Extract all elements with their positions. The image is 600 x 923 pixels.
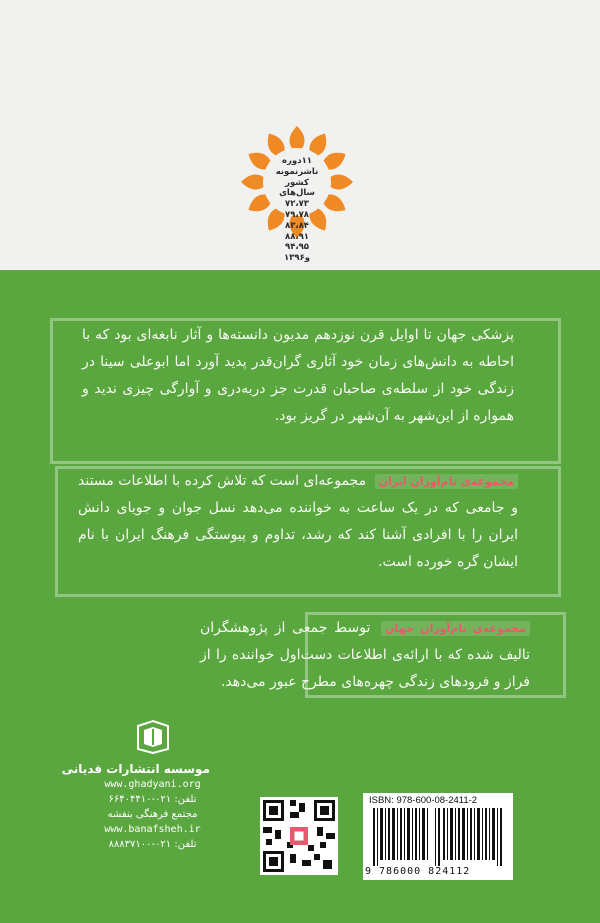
badge-line: ۸۳،۸۴ — [285, 220, 309, 231]
barcode-icon — [369, 808, 507, 866]
publisher-name: موسسه انتشارات قدیانی — [61, 762, 210, 776]
badge-line: ۹۴،۹۵ — [285, 242, 309, 253]
complex-website: www.banafsheh.ir — [104, 824, 201, 835]
badge-text — [265, 156, 329, 264]
world-series-text: توسط جمعی از پژوهشگران تالیف شده که با ارائه‌ی اطلاعات دست‌اول خواننده را از فراز و فرودهای زندگی چهره‌های مطرح عبور می‌دهد. — [200, 620, 530, 690]
publisher-logo-icon — [135, 718, 171, 754]
badge-line: سال‌های — [279, 188, 315, 199]
badge-line: ۸۸،۹۱ — [285, 231, 309, 242]
complex-phone: تلفن: ۰۲۱-۸۸۸۳۷۱۰۰ — [108, 839, 197, 850]
badge-line: ۱۱دوره — [282, 156, 312, 166]
publisher-website: www.ghadyani.org — [104, 779, 201, 790]
publisher-phone: تلفن: ۰۲۱-۶۶۴۰۴۴۱۰ — [108, 794, 197, 805]
iran-series-text: مجموعه‌ای است که تلاش کرده با اطلاعات مستند و جامعی که در یک ساعت به خواننده می‌دهد نسل جوان و جویای دانش ایران را با افرادی آشنا کند که رشد، تداوم و پیوستگی فرهنگ ایران با نام ایشان گره خورده است. — [78, 473, 518, 570]
badge-line: ۷۹،۷۸ — [285, 209, 309, 220]
complex-name: مجتمع فرهنگی بنفشه — [107, 809, 198, 820]
badge-line: و۱۳۹۶ — [283, 253, 311, 264]
qr-code-icon — [260, 797, 338, 875]
award-badge — [241, 126, 353, 264]
badge-line: ناشرنمونه — [275, 166, 319, 177]
isbn-block — [363, 793, 513, 880]
paragraph-iran-series — [78, 468, 518, 576]
iran-series-tag: مجموعه‌ی نام‌آوران ایران — [375, 474, 518, 489]
badge-line: ۷۲،۷۳ — [285, 199, 309, 210]
isbn-label: ISBN: 978-600-08-2411-2 — [369, 795, 478, 806]
badge-line: کشور — [285, 177, 309, 188]
world-series-tag: مجموعه‌ی نام‌آوران جهان — [381, 621, 530, 636]
publisher-block — [61, 718, 210, 852]
paragraph-intro: پزشکی جهان تا اوایل قرن نوزدهم مدیون دانسته‌ها و آثار نابغه‌ای بود که با احاطه به دانش‌های زمان خود آثاری گران‌قدر پدید آورد اما ابوعلی سینا در زندگی خود از سلطه‌ی صاحبان قدرت جز دربه‌دری و آوارگی چیزی ندید و همواره از این‌شهر به آن‌شهر در گریز بود. — [82, 327, 514, 424]
paragraph-world-series — [200, 615, 530, 696]
barcode-digits: 9 786000 824112 — [365, 866, 471, 877]
